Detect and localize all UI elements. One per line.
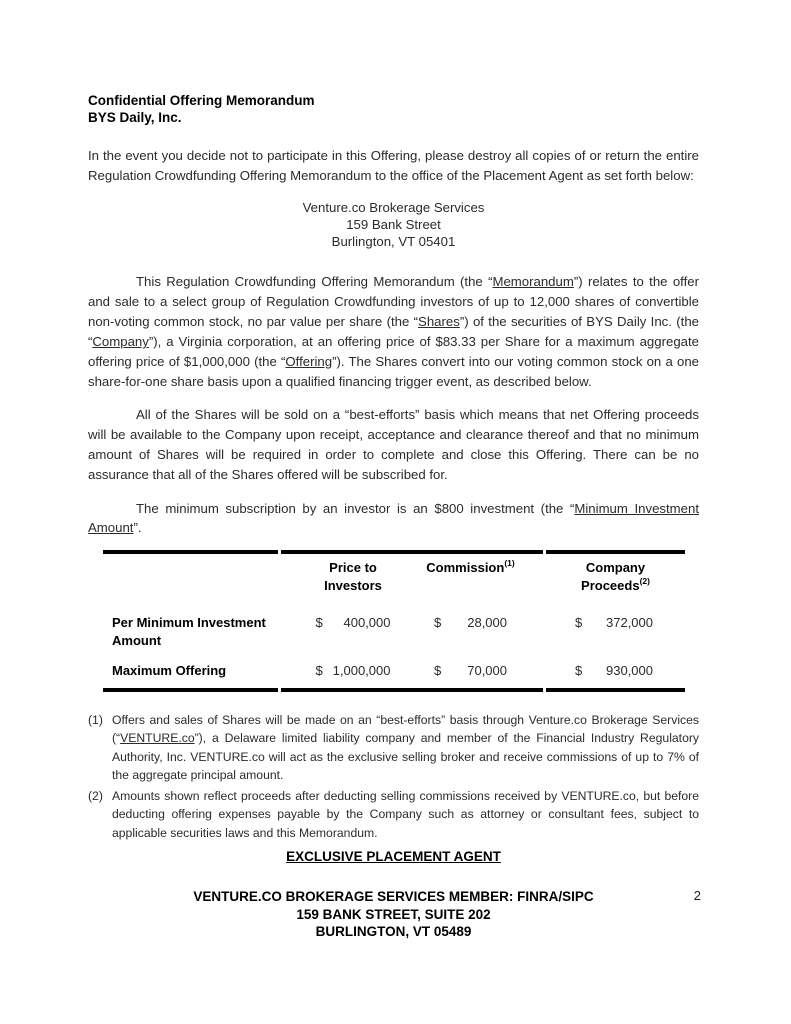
currency-symbol: $ — [434, 662, 442, 678]
company-name: BYS Daily, Inc. — [88, 110, 182, 125]
currency-symbol: $ — [434, 614, 442, 630]
footnote-text: Amounts shown reflect proceeds after deducting selling commissions received by VENTURE.co, but before deducting offering expenses payable by the Company such as attorney or consultant fees, subject to applicable securities laws and this Memorandum. — [112, 788, 699, 840]
row-label: Maximum Offering — [112, 662, 227, 678]
amount: 372,000 — [606, 614, 653, 630]
address-line-city: Burlington, VT 05401 — [331, 234, 456, 250]
currency-symbol: $ — [575, 662, 583, 678]
placement-agent-block — [88, 888, 699, 941]
best-efforts-paragraph: All of the Shares will be sold on a “best-efforts” basis which means that net Offering proceeds will be available to the Company upon receipt, acceptance and clearance thereof and that no minimum amount of Shares will be required in order to complete and close this Offering. There can be no assurance that all of the Shares offered will be subscribed for. — [88, 407, 699, 483]
footnote-marker: (1) — [88, 712, 103, 727]
amount: 28,000 — [467, 614, 507, 630]
address-line-street: 159 Bank Street — [346, 217, 441, 233]
currency-symbol: $ — [315, 614, 323, 630]
table-top-border — [103, 550, 685, 554]
price-value — [316, 614, 391, 632]
footnote-text: Offers and sales of Shares will be made on an “best-efforts” basis through Venture.co Brokerage Services (“VENTURE.co”), a Delaware limited liability company and member of the Financial Industry Regulatory Authority, Inc. VENTURE.co will act as the exclusive selling broker and receive commissions of up to 7% of the aggregate principal amount. — [112, 712, 699, 783]
page-number: 2 — [693, 888, 701, 903]
column-header-commission: Commission$^{(1)}$ — [426, 557, 515, 575]
footnote-2 — [88, 787, 699, 843]
table-bottom-border — [103, 688, 685, 692]
document-title-block — [88, 92, 699, 126]
currency-symbol: $ — [575, 614, 583, 630]
offer-paragraph: This Regulation Crowdfunding Offering Memorandum (the “Memorandum”) relates to the offer and sale to a select group of Regulation Crowdfunding investors of up to 12,000 shares of convertible non-voting common stock, no par value per share (the “Shares”) of the securities of BYS Daily Inc. (the “Company”), a Virginia corporation, at an offering price of $83.33 per Share for a maximum aggregate offering price of $1,000,000 (the “Offering”). The Shares convert into our voting common stock on a one share-for-one share basis upon a qualified financing trigger event, as described below. — [88, 274, 699, 390]
amount: 70,000 — [467, 662, 507, 678]
commission-value — [434, 614, 507, 632]
amount: 930,000 — [606, 662, 653, 678]
footnote-marker: (2) — [88, 788, 103, 803]
commission-footnote-ref: (1) — [504, 557, 515, 568]
placement-agent-address-block — [88, 199, 699, 250]
agent-street-line: 159 BANK STREET, SUITE 202 — [296, 906, 491, 922]
document-title: Confidential Offering Memorandum — [88, 93, 315, 108]
proceeds-value — [575, 662, 653, 680]
footnote-1 — [88, 711, 699, 785]
row-label: Per Minimum Investment Amount — [112, 614, 266, 648]
price-value — [316, 662, 391, 680]
offering-table — [103, 550, 685, 692]
commission-value — [434, 662, 507, 680]
agent-name-line: VENTURE.CO BROKERAGE SERVICES MEMBER: FINRA/SIPC — [193, 889, 594, 905]
address-line-agent: Venture.co Brokerage Services — [302, 200, 485, 216]
column-header-price: Price to Investors — [324, 559, 382, 593]
agent-city-line: BURLINGTON, VT 05489 — [315, 924, 472, 940]
table-header-row — [103, 554, 685, 595]
currency-symbol: $ — [315, 662, 323, 678]
intro-paragraph: In the event you decide not to participate in this Offering, please destroy all copies of or return the entire Regulation Crowdfunding Offering Memorandum to the office of the Placement Agent as set forth below: — [88, 148, 699, 183]
column-header-proceeds: Company Proceeds$^{(2)}$ — [581, 559, 650, 593]
table-row-maximum-offering — [103, 662, 685, 680]
exclusive-placement-agent-heading: EXCLUSIVE PLACEMENT AGENT — [286, 849, 501, 865]
amount: 400,000 — [343, 614, 391, 630]
proceeds-value — [575, 614, 653, 632]
amount: 1,000,000 — [332, 662, 391, 678]
minimum-subscription-paragraph: The minimum subscription by an investor is an $800 investment (the “Minimum Investment Amount”. — [88, 500, 699, 535]
proceeds-footnote-ref: (2) — [639, 575, 650, 586]
table-row-minimum-investment — [103, 614, 685, 650]
